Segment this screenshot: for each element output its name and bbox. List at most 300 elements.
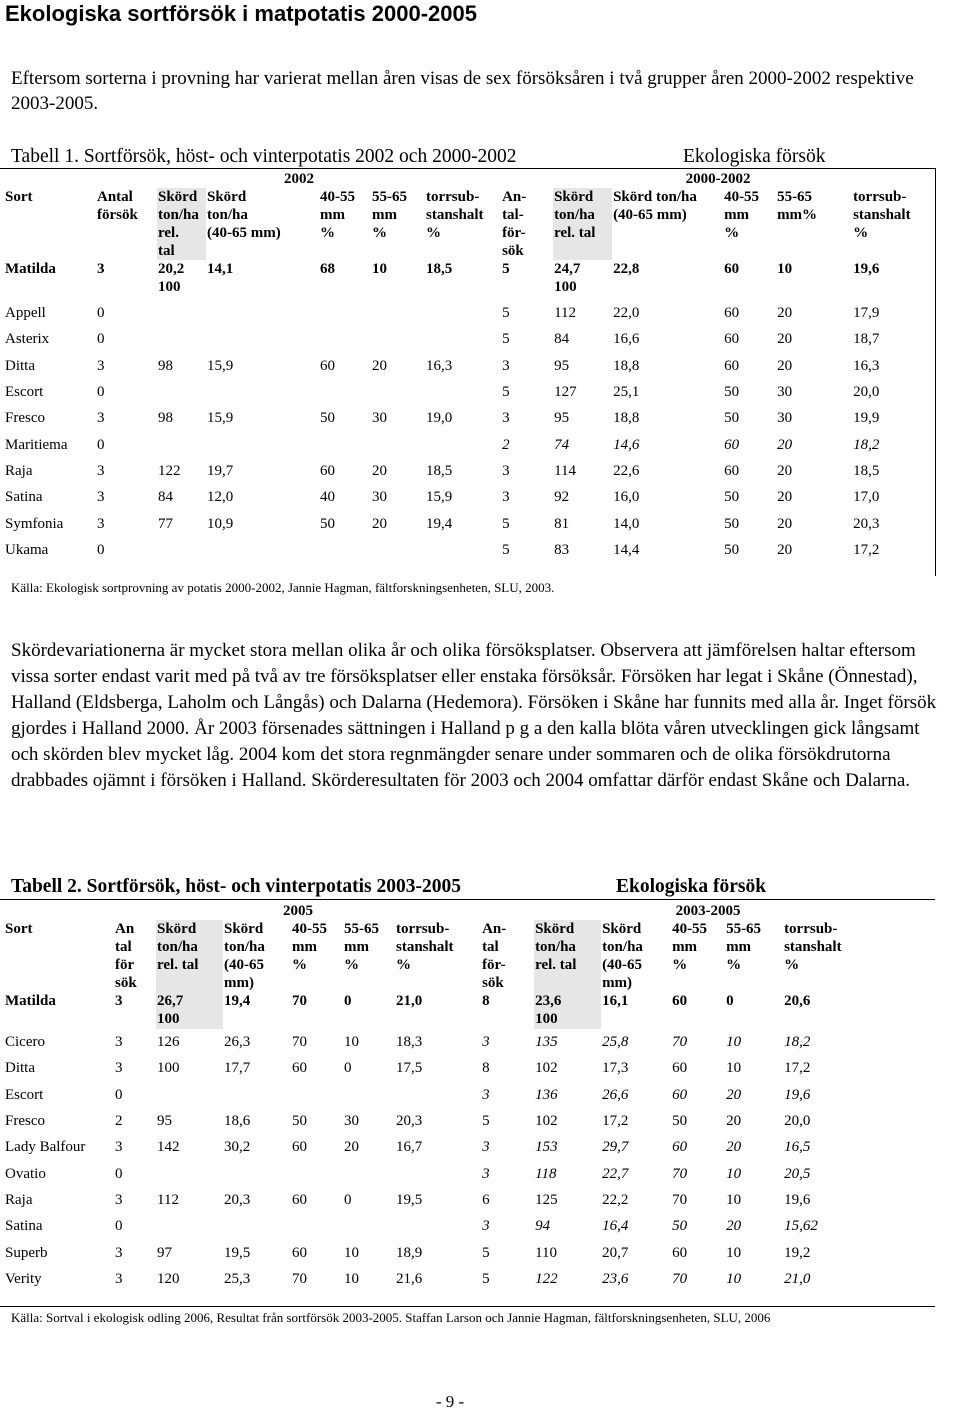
table2-base-cell xyxy=(395,992,481,1029)
table2-header-col-4 xyxy=(291,920,343,992)
table1-header-text: Skörd ton/ha xyxy=(613,189,697,205)
table2-cell: 20,3 xyxy=(224,1191,251,1208)
table2-header-text: sök xyxy=(115,975,137,991)
table2-base-cell xyxy=(156,992,223,1029)
table2-base-value: 60 xyxy=(672,993,688,1009)
table1-cell: 40 xyxy=(320,489,335,506)
table2-cell xyxy=(343,1160,395,1186)
table1-cell: 50 xyxy=(724,489,740,506)
table2-base-cell xyxy=(534,992,601,1029)
table2-cell: 102 xyxy=(535,1113,558,1130)
table1-header-text: torrsub- xyxy=(426,189,480,205)
table1-cell: 3 xyxy=(502,357,510,374)
table1-header-text: torrsub- xyxy=(853,189,907,205)
table1-cell: 114 xyxy=(554,462,577,479)
table2-header-text: % xyxy=(396,957,411,973)
table2-row xyxy=(4,1108,934,1134)
table1-cell xyxy=(425,379,501,405)
table1-cell: 50 xyxy=(320,515,335,532)
table1-header-text: An- xyxy=(502,189,527,205)
table2-cell: 10 xyxy=(726,1191,742,1208)
table2-cell: 20 xyxy=(344,1139,359,1156)
table2-header-text: % xyxy=(292,957,307,973)
table1-cell: Satina xyxy=(5,489,43,506)
table1-cell xyxy=(371,431,425,457)
table2-cell: 3 xyxy=(115,1270,123,1287)
table1-cell: 20,3 xyxy=(853,515,880,532)
table1-cell: 81 xyxy=(554,515,570,532)
table2-cell: 142 xyxy=(157,1139,180,1156)
table1-cell: 98 xyxy=(158,357,173,374)
table2-cell: 5 xyxy=(482,1113,490,1130)
table2-cell: 100 xyxy=(157,1060,180,1077)
table2-header-text: mm) xyxy=(224,975,254,991)
table1-cell: 18,5 xyxy=(426,462,453,479)
table2-cell: 20,0 xyxy=(784,1113,811,1130)
table2-row xyxy=(4,1029,934,1055)
table1-cell: 16,3 xyxy=(426,357,453,374)
table2-header-text: ton/ha xyxy=(535,939,576,955)
table2-row xyxy=(4,1213,934,1239)
table2-cell: 120 xyxy=(157,1270,180,1287)
table1-base-value: 5 xyxy=(502,261,510,277)
table2-cell xyxy=(156,1213,223,1239)
table2-base-value: 23,6 xyxy=(535,993,562,1009)
table2-header-text: torrsub- xyxy=(396,921,450,937)
table1-cell: 95 xyxy=(554,410,570,427)
table1-base-cell xyxy=(852,260,934,300)
table2-cell: Ditta xyxy=(5,1060,35,1077)
table2-cell: 60 xyxy=(672,1244,688,1261)
table2-base-cell xyxy=(114,992,156,1029)
table2-cell: 17,2 xyxy=(784,1060,811,1077)
table1-base-value: 10 xyxy=(777,261,793,277)
table2-row xyxy=(4,1160,934,1186)
table2-cell xyxy=(343,1082,395,1108)
table1-cell: 18,7 xyxy=(853,331,880,348)
table2-cell: 70 xyxy=(672,1034,688,1051)
table2-cell: 60 xyxy=(292,1139,307,1156)
table1-cell: 20 xyxy=(372,515,387,532)
table1-cell: 20 xyxy=(777,357,793,374)
table2-base-index: 100 xyxy=(157,1011,180,1027)
table1-base-value: 68 xyxy=(320,261,335,277)
table1-base-index: 100 xyxy=(158,279,181,295)
table2-base-value: 8 xyxy=(482,993,490,1009)
table2-cell: 30,2 xyxy=(224,1139,251,1156)
table1-header-text: tal xyxy=(158,243,175,259)
table1-row xyxy=(4,510,934,536)
table1-cell: 60 xyxy=(724,331,740,348)
table1-base-cell xyxy=(723,260,776,300)
table1 xyxy=(4,170,934,563)
table2-cell: 20 xyxy=(726,1113,742,1130)
table1-cell: 98 xyxy=(158,410,173,427)
table1-cell: 50 xyxy=(724,541,740,558)
table2-cell: 20 xyxy=(726,1139,742,1156)
table2-cell: 19,5 xyxy=(224,1244,251,1261)
table2-cell: 50 xyxy=(672,1113,688,1130)
table1-header-col-8 xyxy=(553,188,612,260)
table2-row xyxy=(4,1082,934,1108)
table2-base-value: 20,6 xyxy=(784,993,811,1009)
table1-cell: 15,9 xyxy=(426,489,453,506)
table2-cell: 19,5 xyxy=(396,1191,423,1208)
table1-cell: 17,0 xyxy=(853,489,880,506)
table2-header-text: torrsub- xyxy=(784,921,838,937)
table1-source: Källa: Ekologisk sortprovning av potatis 2000-2002, Jannie Hagman, fältforskningsenheten, SLU, 2003. xyxy=(11,580,555,595)
table1-cell xyxy=(206,379,319,405)
table2-base-value: Matilda xyxy=(5,993,56,1009)
table2-cell: 136 xyxy=(535,1086,558,1103)
table1-cell: 16,0 xyxy=(613,489,640,506)
table2-cell: 10 xyxy=(726,1244,742,1261)
table1-header-col-6 xyxy=(425,188,501,260)
table1-base-cell xyxy=(553,260,612,300)
table2-group-spacer xyxy=(4,902,114,920)
table1-header-text: Skörd xyxy=(207,189,247,205)
table2-base-cell xyxy=(783,992,934,1029)
table2-cell: 10 xyxy=(726,1165,742,1182)
table1-cell: 2 xyxy=(502,436,510,453)
table1-cell: 3 xyxy=(502,410,510,427)
table1-caption: Tabell 1. Sortförsök, höst- och vinterpotatis 2002 och 2000-2002 xyxy=(11,146,517,167)
table1-cell xyxy=(206,326,319,352)
table1-cell: 20 xyxy=(777,515,793,532)
table2-source: Källa: Sortval i ekologisk odling 2006, Resultat från sortförsök 2003-2005. Staffan Larson och Jannie Hagman, fältforskningsenheten, SLU, 2006 xyxy=(11,1310,771,1325)
table1-cell: 20 xyxy=(777,541,793,558)
table1-cell: Symfonia xyxy=(5,515,64,532)
table1-header-text: Skörd xyxy=(158,189,198,205)
table1-base-value: 14,1 xyxy=(207,261,234,277)
table2-cell: Lady Balfour xyxy=(5,1139,86,1156)
table1-cell: 5 xyxy=(502,384,510,401)
table2-cell: 102 xyxy=(535,1060,558,1077)
table2-header-text: för xyxy=(115,957,135,973)
table2-header-text: rel. tal xyxy=(535,957,577,973)
table2-header-text: Skörd xyxy=(602,921,642,937)
table1-header-text: % xyxy=(372,225,387,241)
table1-cell xyxy=(157,537,206,563)
table1-header-text: stanshalt xyxy=(853,207,911,223)
table2-header-text: An xyxy=(115,921,135,937)
table1-header-col-0 xyxy=(4,188,96,260)
page-number: - 9 - xyxy=(435,1392,465,1411)
table1-cell xyxy=(319,326,371,352)
table1-cell: 50 xyxy=(724,384,740,401)
table1-row xyxy=(4,537,934,563)
table2-header-text: Skörd xyxy=(224,921,264,937)
table2-cell xyxy=(291,1160,343,1186)
table2-header-col-12 xyxy=(783,920,934,992)
table1-cell: 20 xyxy=(777,436,793,453)
table2-cell: 125 xyxy=(535,1191,558,1208)
table2-cell: 20 xyxy=(726,1218,742,1235)
table2-row xyxy=(4,1266,934,1292)
table2-cell: 18,6 xyxy=(224,1113,251,1130)
table1-cell: Fresco xyxy=(5,410,45,427)
table2-base-value: 0 xyxy=(344,993,352,1009)
table2-header-col-1 xyxy=(114,920,156,992)
table2-cell: 18,3 xyxy=(396,1034,423,1051)
table2-header-text: 40-55 xyxy=(672,921,708,937)
table1-cell: 0 xyxy=(97,436,105,453)
table1-cell: 18,8 xyxy=(613,410,640,427)
table1-cell xyxy=(319,431,371,457)
table1-header-text: ton/ha xyxy=(554,207,595,223)
table1-cell: 3 xyxy=(97,410,105,427)
table2-header-text: % xyxy=(344,957,359,973)
table1-cell xyxy=(425,431,501,457)
table1-header-col-9 xyxy=(612,188,723,260)
table1-base-cell xyxy=(96,260,157,300)
table2-header-col-6 xyxy=(395,920,481,992)
table2-cell: 17,5 xyxy=(396,1060,423,1077)
table2-bottom-border xyxy=(0,1306,935,1307)
table1-cell: 18,8 xyxy=(613,357,640,374)
table2-cell xyxy=(156,1160,223,1186)
table2-cell: 20,7 xyxy=(602,1244,629,1261)
table1-header-text: % xyxy=(724,225,740,241)
table1-cell: Ditta xyxy=(5,357,35,374)
table2-cell: 3 xyxy=(115,1060,123,1077)
table2-cell: 153 xyxy=(535,1139,558,1156)
table1-base-value: 19,6 xyxy=(853,261,880,277)
table2-header-text: stanshalt xyxy=(784,939,842,955)
table2-cell: 0 xyxy=(344,1060,352,1077)
table2-base-cell xyxy=(671,992,725,1029)
table2-caption: Tabell 2. Sortförsök, höst- och vinterpotatis 2003-2005 xyxy=(11,876,461,897)
table1-cell xyxy=(425,300,501,326)
table2-group-label-right: 2003-2005 xyxy=(675,903,741,919)
table2-header-text: % xyxy=(784,957,800,973)
table2-header-col-7 xyxy=(481,920,534,992)
table2-cell: 8 xyxy=(482,1060,490,1077)
table1-cell: 3 xyxy=(97,462,105,479)
table2-cell: Verity xyxy=(5,1270,42,1287)
table1-cell xyxy=(157,379,206,405)
table2-base-cell xyxy=(4,992,114,1029)
table1-cell: 60 xyxy=(724,357,740,374)
table2-cell: 3 xyxy=(482,1139,490,1156)
table2-cell: 22,2 xyxy=(602,1191,629,1208)
table1-cell: 19,9 xyxy=(853,410,880,427)
table1-cell: 83 xyxy=(554,541,570,558)
table2-header-text: rel. tal xyxy=(157,957,199,973)
table2-header-text: sök xyxy=(482,975,504,991)
table2-cell: 110 xyxy=(535,1244,558,1261)
table1-header-text: % xyxy=(426,225,441,241)
table1-row xyxy=(4,405,934,431)
table2-cell: 25,3 xyxy=(224,1270,251,1287)
table1-group-label-left: 2002 xyxy=(284,171,315,187)
table1-cell: 14,0 xyxy=(613,515,640,532)
table2-header-text: (40-65 xyxy=(602,957,643,973)
table1-header-text: % xyxy=(320,225,335,241)
table2-base-cell xyxy=(725,992,783,1029)
table2-cell: 3 xyxy=(115,1034,123,1051)
table1-base-value: 20,2 xyxy=(158,261,185,277)
table1-cell: 22,6 xyxy=(613,462,640,479)
table2-cell: 17,3 xyxy=(602,1060,629,1077)
table1-cell: Appell xyxy=(5,305,46,322)
table2-header-col-3 xyxy=(223,920,291,992)
table2-cell xyxy=(223,1213,291,1239)
table2-cell: Escort xyxy=(5,1086,44,1103)
table1-header-col-5 xyxy=(371,188,425,260)
table1-header-text: Skörd xyxy=(554,189,594,205)
table1-base-cell xyxy=(425,260,501,300)
table2-cell: 10 xyxy=(344,1244,359,1261)
table2-cell: 118 xyxy=(535,1165,557,1182)
table1-header-text: (40-65 mm) xyxy=(207,225,281,241)
table2-cell xyxy=(223,1160,291,1186)
table1-cell: 15,9 xyxy=(207,410,234,427)
table2-cell: Satina xyxy=(5,1218,43,1235)
table2-header-text: mm xyxy=(292,939,317,955)
table1-header-text: % xyxy=(853,225,869,241)
table1-cell: 18,5 xyxy=(853,462,880,479)
table1-cell: 77 xyxy=(158,515,173,532)
table2-base-value: 70 xyxy=(292,993,307,1009)
table2-cell: 2 xyxy=(115,1113,123,1130)
table1-cell: 20 xyxy=(777,462,793,479)
table2-cell: 10 xyxy=(344,1034,359,1051)
table2-header-text: % xyxy=(726,957,742,973)
table2-header-text: mm xyxy=(672,939,698,955)
table1-cell: 127 xyxy=(554,384,577,401)
table1-base-value: 10 xyxy=(372,261,387,277)
table1-header-text: Sort xyxy=(5,189,33,205)
table2-cell: 19,6 xyxy=(784,1191,811,1208)
table1-cell xyxy=(157,300,206,326)
table2-top-border xyxy=(0,899,935,900)
table1-header-col-1 xyxy=(96,188,157,260)
table1-cell xyxy=(425,537,501,563)
table2-cell: 22,7 xyxy=(602,1165,629,1182)
table1-base-cell xyxy=(157,260,206,300)
table1-cell: 3 xyxy=(502,489,510,506)
table1-cell: 0 xyxy=(97,305,105,322)
table1-cell: 16,3 xyxy=(853,357,880,374)
table1-cell: 60 xyxy=(320,462,335,479)
table2-cell: 60 xyxy=(292,1244,307,1261)
table1-base-cell xyxy=(371,260,425,300)
table2-row xyxy=(4,1239,934,1265)
table2-header-col-8 xyxy=(534,920,601,992)
table2-cell: 3 xyxy=(115,1244,123,1261)
table2-cell: 0 xyxy=(115,1218,123,1235)
table1-base-value: 24,7 xyxy=(554,261,581,277)
table1-header-col-11 xyxy=(776,188,852,260)
table2-cell: 122 xyxy=(535,1270,558,1287)
table1-cell: 16,6 xyxy=(613,331,640,348)
table2-cell: 25,8 xyxy=(602,1034,629,1051)
table1-cell: 50 xyxy=(724,410,740,427)
table2-cell: 26,6 xyxy=(602,1086,629,1103)
table2-header-col-9 xyxy=(601,920,671,992)
table2-cell: 0 xyxy=(115,1086,123,1103)
table1-cell: 30 xyxy=(372,410,387,427)
table2-cell: 10 xyxy=(726,1270,742,1287)
table1-cell: 60 xyxy=(724,462,740,479)
table2-cell: 19,2 xyxy=(784,1244,811,1261)
table1-cell: 60 xyxy=(724,305,740,322)
table2-header-col-5 xyxy=(343,920,395,992)
table1-cell: 30 xyxy=(777,410,793,427)
table1-row xyxy=(4,379,934,405)
table1-cell: 20 xyxy=(777,489,793,506)
table1-cell: 20 xyxy=(777,331,793,348)
table1-row xyxy=(4,484,934,510)
table2-cell: 20 xyxy=(726,1086,742,1103)
table1-row xyxy=(4,458,934,484)
table1-header-text: mm% xyxy=(777,207,818,223)
table1-cell xyxy=(371,326,425,352)
table2-cell: 30 xyxy=(344,1113,359,1130)
table1-cell: 17,2 xyxy=(853,541,880,558)
table1-cell: 84 xyxy=(554,331,570,348)
table2-cell: 3 xyxy=(482,1218,490,1235)
table1-base-cell xyxy=(776,260,852,300)
table1-cell: 5 xyxy=(502,331,510,348)
table2-header-col-2 xyxy=(156,920,223,992)
table1-cell: 10,9 xyxy=(207,515,234,532)
table1-cell: 14,4 xyxy=(613,541,640,558)
table2-cell: 97 xyxy=(157,1244,172,1261)
table2-header-text: mm xyxy=(726,939,752,955)
table2-header-text: Sort xyxy=(5,921,33,937)
table1-header-text: Antal xyxy=(97,189,133,205)
table1-cell: Escort xyxy=(5,384,44,401)
table1-cell: 19,7 xyxy=(207,462,234,479)
table2-base-cell xyxy=(343,992,395,1029)
table2-cell: 60 xyxy=(672,1139,688,1156)
table1-cell: Raja xyxy=(5,462,33,479)
table2-cell: 18,2 xyxy=(784,1034,811,1051)
table2-cell xyxy=(223,1082,291,1108)
table1-cell: 25,1 xyxy=(613,384,640,401)
table1-base-cell xyxy=(206,260,319,300)
table2-header-text: Skörd xyxy=(157,921,197,937)
table1-base-cell xyxy=(501,260,553,300)
table2-cell: 3 xyxy=(115,1191,123,1208)
table2-cell: 0 xyxy=(344,1191,352,1208)
table1-header-text: rel. tal xyxy=(554,225,596,241)
table1-caption-right: Ekologiska försök xyxy=(683,146,826,167)
table1-base-cell xyxy=(612,260,723,300)
table2-cell: Raja xyxy=(5,1191,33,1208)
table1-row xyxy=(4,300,934,326)
table1-row xyxy=(4,431,934,457)
table2-header-text: 40-55 xyxy=(292,921,327,937)
table2 xyxy=(4,902,934,1292)
table1-cell: Asterix xyxy=(5,331,50,348)
table2-cell: 19,6 xyxy=(784,1086,811,1103)
table2-header-col-11 xyxy=(725,920,783,992)
table2-cell: 95 xyxy=(157,1113,172,1130)
table1-cell: 0 xyxy=(97,384,105,401)
table2-cell: 50 xyxy=(672,1218,688,1235)
table1-cell: 20,0 xyxy=(853,384,880,401)
table2-cell: 60 xyxy=(292,1060,307,1077)
table1-base-index: 100 xyxy=(554,279,577,295)
table2-cell: 60 xyxy=(672,1060,688,1077)
body-paragraph: Skördevariationerna är mycket stora mellan olika år och olika försöksplatser. Observera att jämförelsen haltar eftersom vissa sorter endast varit med på två av tre försöksplatser eller enstaka försöksår. Försöken har legat i Skåne (Önnestad), Halland (Eldsberga, Laholm och Långås) och Dalarna (Hedemora). Försöken i Skåne har funnits med alla år. Inget försök gjordes i Halland 2000. År 2003 försenades sättningen i Halland p g a den kalla blöta våren utvecklingen gick långsamt och skörden blev mycket låg. 2004 kom det stora regnmängder senare under sommaren och de olika försökdrutorna drabbades ojämnt i försöken i Halland. Skörderesultaten för 2003 och 2004 omfattar därför endast Skåne och Dalarna. xyxy=(11,640,937,791)
table2-header-col-10 xyxy=(671,920,725,992)
table2-cell: 16,7 xyxy=(396,1139,423,1156)
table2-header-text: 55-65 xyxy=(344,921,379,937)
